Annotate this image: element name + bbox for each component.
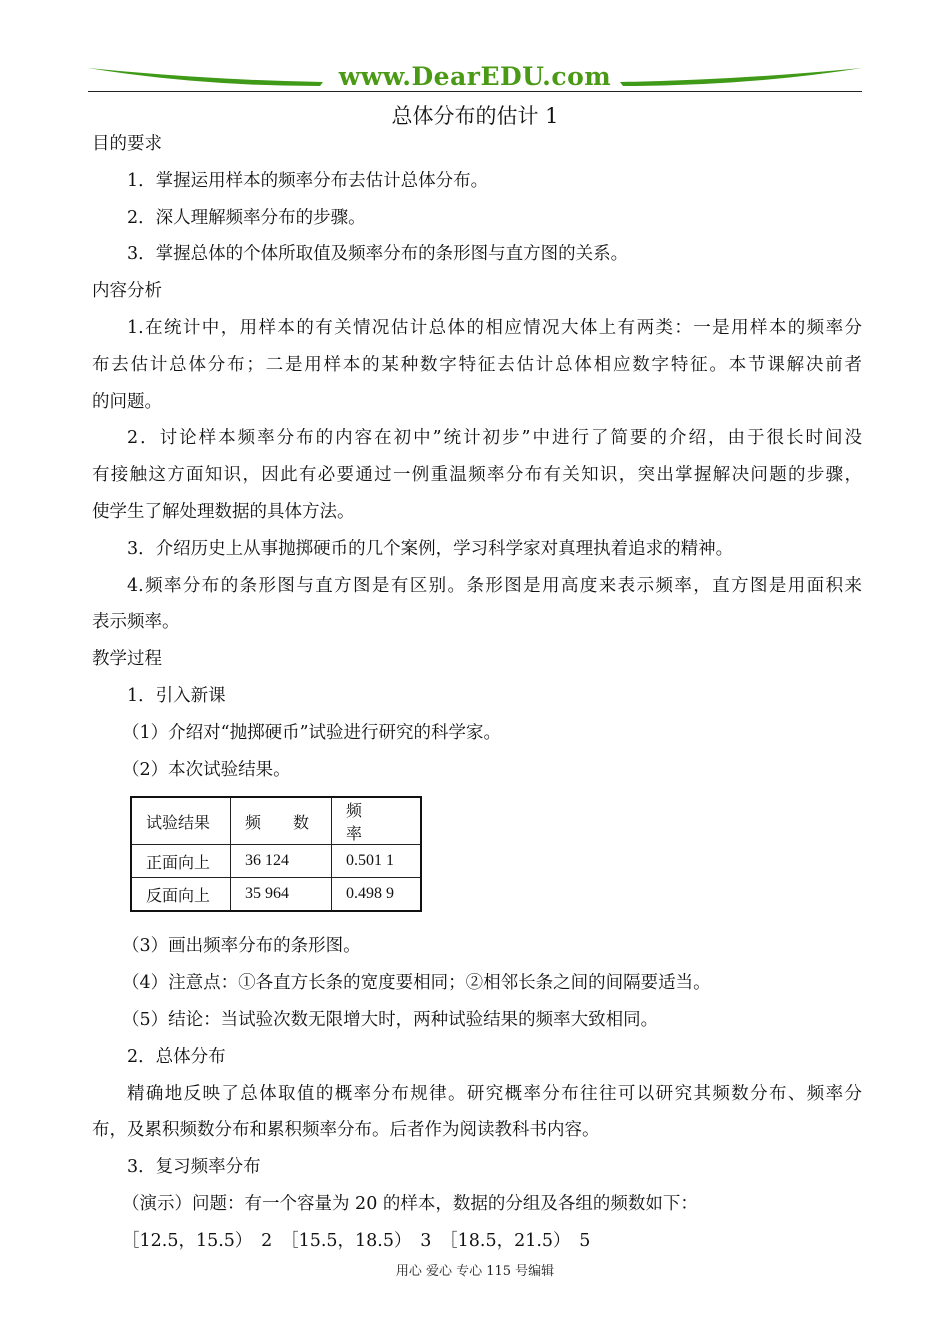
table-cell: 36 124 bbox=[231, 845, 332, 878]
table-header-cell: 频 率 bbox=[332, 797, 422, 845]
table-cell: 35 964 bbox=[231, 878, 332, 912]
site-header bbox=[88, 58, 862, 98]
step-item: ［12.5，15.5） 2 ［15.5，18.5） 3 ［18.5，21.5） 5 bbox=[122, 1230, 591, 1251]
paragraph-line: 布去估计总体分布；二是用样本的某种数字特征去估计总体相应数字特征。本节课解决前者 bbox=[92, 354, 862, 375]
step-heading: 3．复习频率分布 bbox=[127, 1157, 261, 1178]
paragraph-line: 精确地反映了总体取值的概率分布规律。研究概率分布往往可以研究其频数分布、频率分 bbox=[127, 1083, 862, 1104]
page-footer: 用心 爱心 专心 115 号编辑 bbox=[395, 1264, 555, 1279]
step-item: （演示）问题：有一个容量为 20 的样本，数据的分组及各组的频数如下： bbox=[122, 1193, 698, 1214]
paragraph-line: 表示频率。 bbox=[92, 612, 180, 633]
table-cell: 0.501 1 bbox=[332, 845, 422, 878]
goal-item: 1．掌握运用样本的频率分布去估计总体分布。 bbox=[127, 170, 489, 191]
step-item: （1）介绍对“抛掷硬币”试验进行研究的科学家。 bbox=[122, 722, 502, 743]
paragraph-line: 使学生了解处理数据的具体方法。 bbox=[92, 501, 355, 522]
goal-item: 2．深人理解频率分布的步骤。 bbox=[127, 207, 366, 228]
paragraph-line: 2．讨论样本频率分布的内容在初中”统计初步”中进行了简要的介绍，由于很长时间没 bbox=[127, 428, 862, 449]
table-header-cell: 试验结果 bbox=[131, 797, 231, 845]
table-cell: 正面向上 bbox=[131, 845, 231, 878]
paragraph-line: 4.频率分布的条形图与直方图是有区别。条形图是用高度来表示频率，直方图是用面积来 bbox=[127, 575, 862, 596]
step-heading: 2．总体分布 bbox=[127, 1046, 226, 1067]
table-cell: 反面向上 bbox=[131, 878, 231, 912]
process-heading: 教学过程 bbox=[92, 649, 162, 670]
document-body bbox=[92, 126, 862, 1260]
analysis-heading: 内容分析 bbox=[92, 281, 162, 302]
site-logo-text[interactable]: www.DearEDU.com bbox=[338, 62, 612, 91]
table-header-cell: 频 数 bbox=[231, 797, 332, 845]
header-rule bbox=[88, 91, 862, 92]
table-cell: 0.498 9 bbox=[332, 878, 422, 912]
table-row bbox=[131, 878, 421, 912]
step-item: （2）本次试验结果。 bbox=[122, 759, 291, 780]
paragraph-line: 布，及累积频数分布和累积频率分布。后者作为阅读教科书内容。 bbox=[92, 1120, 600, 1141]
paragraph-line: 1.在统计中，用样本的有关情况估计总体的相应情况大体上有两类：一是用样本的频率分 bbox=[127, 317, 862, 338]
step-item: （5）结论：当试验次数无限增大时，两种试验结果的频率大致相同。 bbox=[122, 1009, 659, 1030]
paragraph-line: 有接触这方面知识，因此有必要通过一例重温频率分布有关知识，突出掌握解决问题的步骤， bbox=[92, 465, 862, 486]
step-item: （4）注意点：①各直方长条的宽度要相同；②相邻长条之间的间隔要适当。 bbox=[122, 973, 711, 994]
paragraph-line: 的问题。 bbox=[92, 391, 162, 412]
page-title: 总体分布的估计 1 bbox=[391, 104, 559, 128]
table-header-row bbox=[131, 797, 421, 845]
table-row bbox=[131, 845, 421, 878]
paragraph-line: 3．介绍历史上从事抛掷硬币的几个案例，学习科学家对真理执着追求的精神。 bbox=[127, 538, 734, 559]
step-item: （3）画出频率分布的条形图。 bbox=[122, 936, 361, 957]
experiment-results-table bbox=[130, 796, 422, 912]
goals-heading: 目的要求 bbox=[92, 134, 162, 154]
step-heading: 1．引入新课 bbox=[127, 685, 226, 706]
goal-item: 3．掌握总体的个体所取值及频率分布的条形图与直方图的关系。 bbox=[127, 244, 629, 265]
